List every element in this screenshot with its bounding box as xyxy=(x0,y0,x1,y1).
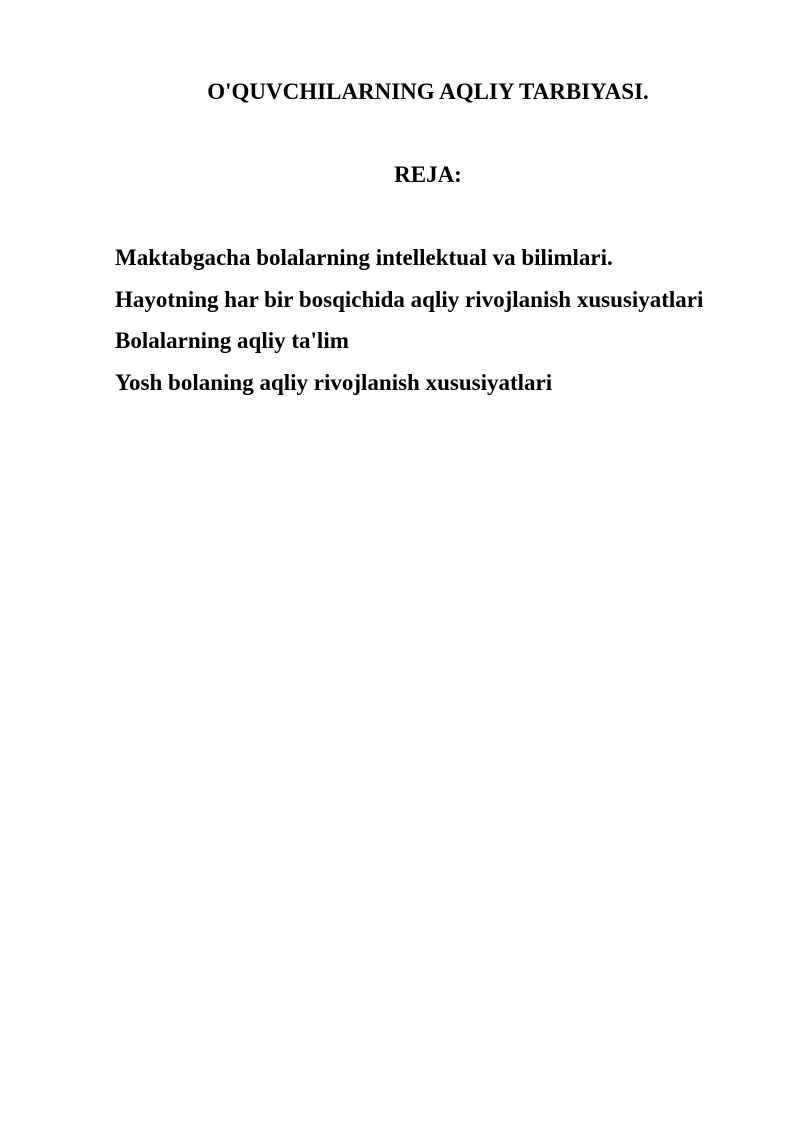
plan-list xyxy=(115,243,703,409)
plan-item-4: Yosh bolaning aqliy rivojlanish xususiyatlari xyxy=(115,369,553,395)
plan-item-1: Maktabgacha bolalarning intellektual va bilimlari. xyxy=(115,245,613,270)
plan-item-2: Hayotning har bir bosqichida aqliy rivojlanish xususiyatlari xyxy=(115,286,704,312)
plan-item-3: Bolalarning aqliy ta'lim xyxy=(115,328,349,353)
document-title: O'QUVCHILARNING AQLIY TARBIYASI. xyxy=(207,79,649,104)
plan-heading: REJA: xyxy=(394,162,462,187)
